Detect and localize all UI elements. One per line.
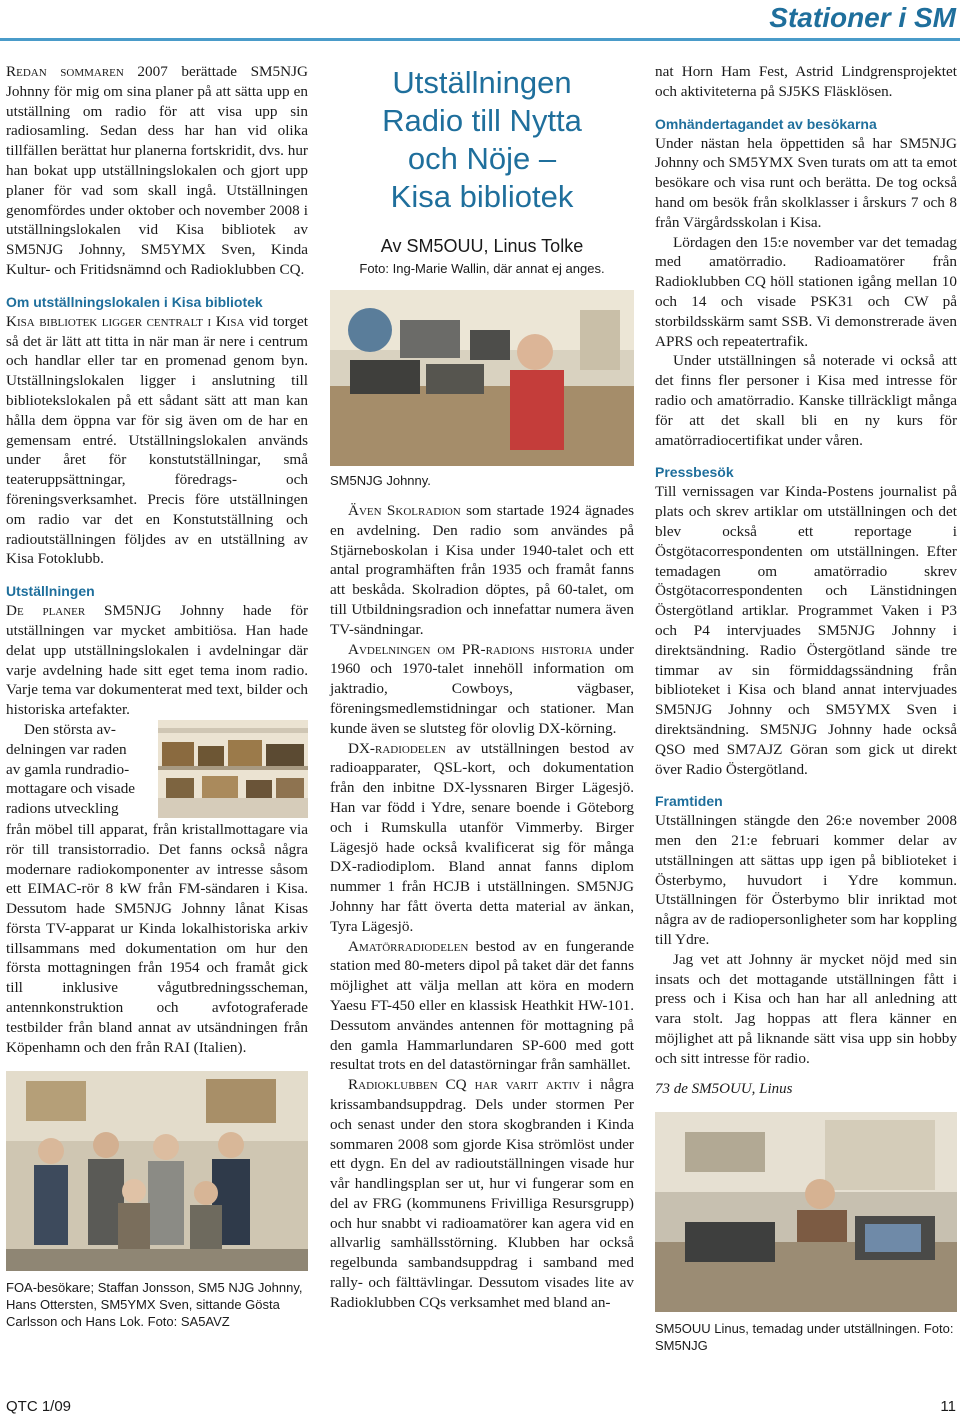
dx-text: av utställningen bestod av radioapparater, QSL-kort, och dokumentation från den inbitne DX-lyssnaren Birger Lägesjö. Han var född i Ydre, senare boende i Göteborg och i Rumskulla utanför Vimmerby. Birger Lägesjö hade också kvalificerat sig för många DX-radiodiplom. Bland annat fanns diplom nummer 1 från HCJB i utställningen. SM5NJG Johnny har fått överta detta material av änkan, Tyra Lägesjö. [330, 739, 634, 935]
article-title [330, 64, 634, 216]
johnny-image [330, 290, 634, 466]
skolradion-text: som startade 1924 ägnades en avdelning. Den radio som användes på Stjärneboskolan i Kisa under 1940-talet och ett antal programhäften från 1935 och framåt fanns att beskåda. Skolradion döptes, på 60-talet, om till Utbildningsradion och innefattar numera även TV-sändningar. [330, 502, 634, 638]
heading-framtiden: Framtiden [655, 793, 723, 810]
storsta-line: Den största av- [24, 720, 116, 738]
radioklubben-text: i några krissambandsuppdrag. Dels under stormen Per och senast under den stora skogbranden i Kinda sommaren 2008 som gjorde Kisa strömlöst under ett dygn. En del av radioutställningen visade hur vår handlingsplan ser ut, hur vi fungerar som en del av FRG (kommunens Frivilliga Resursgrupp) och hur snabbt vi radioamatörer kan agera vid en allvarlig samhällsstörning. Klubben har också regelbunda sambandsuppdrag i samband med rally- och fälttävlingar. Dessutom visades lite av Radioklubben CQs verksamhet med bland an- [330, 1076, 635, 1311]
radioklubben-paragraph [330, 1075, 634, 1313]
group-image [6, 1071, 308, 1271]
besok-paragraph-2: Lördagen den 15:e november var det temadag med amatörradio. Radioamatörer från Radioklubben CQ höll stationen igång mellan 10 och 14 och visade PSK31 och CW på storbildsskärm samt SSB. Vi demonstrerade även APRS och repeatertrafik. [655, 233, 957, 350]
linus-image [655, 1112, 957, 1312]
intro-paragraph [6, 62, 308, 280]
byline: Av SM5OUU, Linus Tolke [380, 236, 584, 256]
besok-paragraph-1: Under nästan hela öppettiden så har SM5NJG Johnny och SM5YMX Sven turats om att ta emot besökare och visa runt och berätta. De tog också hand om besök från skolklasser i årskurs 7 och 8 från Värgårdsskolan i Kisa. [655, 134, 957, 231]
utst-text: SM5NJG Johnny hade för utställningen var mycket ambitiösa. Han hade delat upp utställningslokalen i avdelningar där varje avdelning hade sitt eget tema inom radio. Varje tema var dokumenterat med text, bilder och historiska artefakter. [6, 602, 308, 719]
continued-paragraph: nat Horn Ham Fest, Astrid Lindgrensprojektet och aktiviteterna på SJ5KS Fläsklösen. [655, 63, 957, 100]
group-photo-caption: FOA-besökare; Staffan Jonsson, SM5 NJG Johnny, Hans Ottersten, SM5YMX Sven, sittande Gösta Carlsson och Hans Lok. Foto: SA5AVZ [6, 1280, 303, 1330]
amator-lead: Amatörradiodelen [348, 937, 469, 955]
utst-lead: De planer [6, 602, 86, 620]
intro-text: berättade SM5NJG Johnny för mig om sina planer på att sätta upp en utställning om radio för att visa upp sin radiosamling. Sedan dess har han vid olika tillfällen berättat hur planerna fortskridit, dvs. hur han bokat upp utställningslokalen och gjort upp planer för vad som skall ingå. Utställningen genomfördes under oktober och november 2008 i utställningslokalen vid Kisa bibliotek av SM5NJG Johnny, SM5YMX Sven, Kinda Kultur- och Fritidsnämnd och Radioklubben CQ. [6, 63, 308, 278]
linus-photo [655, 1112, 957, 1312]
framtiden-paragraph-1: Utställningen stängde den 26:e november 2008 men den 21:e februari kommer delar av utställningen att sättas upp igen på biblioteket i Österbymo, huvudort i Ydre kommun. Utställningen för Österbymo blir inriktad mot några av de radiopersonligheter som har koppling till Ydre. [655, 812, 957, 949]
column-1 [6, 62, 308, 1330]
pr-radio-text: under 1960 och 1970-talet innehöll information om jaktradio, Cowboys, vägbaser, föreningsmedlemstidningar och stationer. Man kunde även se slutsteg för olovlig DX-körning. [330, 640, 634, 737]
storsta-line: mottagare och visade [6, 780, 136, 798]
johnny-photo [330, 290, 634, 466]
storsta-line: av gamla rundradio- [6, 760, 130, 778]
section-title: Stationer i SM [769, 2, 956, 33]
amator-paragraph [330, 937, 634, 1076]
radio-row-block [6, 720, 308, 820]
heading-besokarna: Omhändertagandet av besökarna [655, 115, 877, 132]
intro-lead: Redan sommaren 2007 [6, 63, 168, 80]
title-line: och Nöje – [407, 141, 557, 176]
radio-shelf-photo [158, 720, 308, 818]
signature: 73 de SM5OUU, Linus [655, 1080, 793, 1097]
title-line: Radio till Nytta [382, 103, 582, 138]
heading-pressbesok: Pressbesök [655, 464, 734, 481]
skolradion-paragraph [330, 501, 634, 640]
footer-issue: QTC 1/09 [6, 1398, 72, 1415]
radioklubben-lead: Radioklubben CQ har varit aktiv [348, 1076, 581, 1094]
pr-radio-lead: Avdelningen om PR-radions historia [348, 640, 593, 658]
title-line: Utställningen [392, 65, 572, 100]
lokalen-text: vid torget så det är lätt att titta in när man är nere i centrum och handlar eller tar en promenad genom byn. Utställningslokalen ligger i anslutning till bibliotekslokalen på ett sådant sätt att man kan hålla dem öppna var för sig även om de har en gemensam entré. Utställningslokalen används under året för konstutställningar, små teateruppsättningar, föredrags- och föreningsverksamhet. Precis före utställningen om radio var det en Konstutställning och radioutställningen följdes av en utställning av Kisa Fotoklubb. [6, 312, 308, 568]
page-footer [0, 1398, 960, 1419]
page-header [0, 0, 960, 42]
group-photo [6, 1071, 308, 1271]
storsta-paragraph: från möbel till apparat, från kristallmottagare via rör till transistorradio. Det fanns också några modernare radiokomponenter av intresse såsom ett EIMAC-rör 8 kW från FM-sändaren i Kisa. Dessutom hade SM5NJG Johnny lånat Kisas första TV-apparat ur Kinda lokalhistoriska arkiv tillsammans med dokumentation om hur den första mottagningen från 1954 och framåt gick till inklusive vågutbredningsscheman, antennkonstruktion och avfotograferade testbilder från bland annat av utsändningen från Köpenhamn och den från RAI (Italien). [6, 820, 308, 1056]
header-rule [0, 38, 960, 41]
storsta-lines [6, 720, 156, 819]
page-number: 11 [940, 1398, 956, 1415]
heading-utstallningen: Utställningen [6, 583, 95, 600]
utst-paragraph [6, 601, 308, 720]
lokalen-lead: Kisa bibliotek ligger centralt i Kisa [6, 312, 245, 330]
lokalen-paragraph [6, 312, 308, 569]
amator-text: bestod av en fungerande station med 80-meters dipol på taket där det fanns möjlighet att välja mellan att köra en modern Yaesu FT-450 eller en klassisk Heathkit HW-101. Dessutom användes antennen för mottagning på den gamla Hammarlundaren SP-600 med gott resultat trots en del datastörningar från samhället. [330, 937, 634, 1074]
dx-lead: DX-radiodelen [348, 739, 446, 757]
title-line: Kisa bibliotek [390, 179, 574, 214]
pr-radio-paragraph [330, 640, 634, 739]
radio-shelf-image [158, 720, 308, 818]
framtiden-paragraph-2: Jag vet att Johnny är mycket nöjd med sin insats och det mottagande utställningen fått i press och i Kisa och han har all anledning att vara stolt. Jag hoppas att flera känner en möjlighet att på liknande sätt visa upp sin hobby och sitt intresse för radio. [655, 950, 957, 1067]
storsta-line: radions utveckling [6, 800, 119, 818]
besok-paragraph-3: Under utställningen så noterade vi också att det finns fler personer i Kisa med intresse för radio och amatörradio. Kanske tillräckligt många för att det skall bli en ny kurs för amatörradiocertifikat under våren. [655, 352, 957, 449]
linus-caption: SM5OUU Linus, temadag under utställningen. Foto: SM5NJG [655, 1320, 954, 1353]
column-2 [330, 62, 634, 1313]
johnny-caption: SM5NJG Johnny. [330, 473, 431, 488]
heading-lokalen: Om utställningslokalen i Kisa bibliotek [6, 293, 263, 310]
skolradion-lead: Även Skolradion [348, 502, 461, 519]
press-paragraph: Till vernissagen var Kinda-Postens journalist på plats och skrev artiklar om utställningen och det blev också ett reportage i Östgötacorrespondenten om utställningen. Efter temadagen om amatörradio skrev Östgötacorrespondenten och Länstidningen Östergötland artiklar. Programmet Vaken i P3 och P4 intervjuades SM5NJG Johnny i direktsändning. Radio Östergötland sände tre timmar av sin förmiddagssändning från biblioteket i Kisa och bland annat intervjuades SM5NJG Johnny och SM5YMX Sven i direktsändning. SM5NJG Johnny hade också QSO med SM7AJZ Göran som gick ut direkt över Radio Östergötland. [655, 483, 957, 778]
dx-paragraph [330, 739, 634, 937]
photo-credit: Foto: Ing-Marie Wallin, där annat ej anges. [359, 261, 605, 276]
storsta-line: delningen var raden [6, 740, 127, 758]
column-3 [655, 62, 957, 1354]
